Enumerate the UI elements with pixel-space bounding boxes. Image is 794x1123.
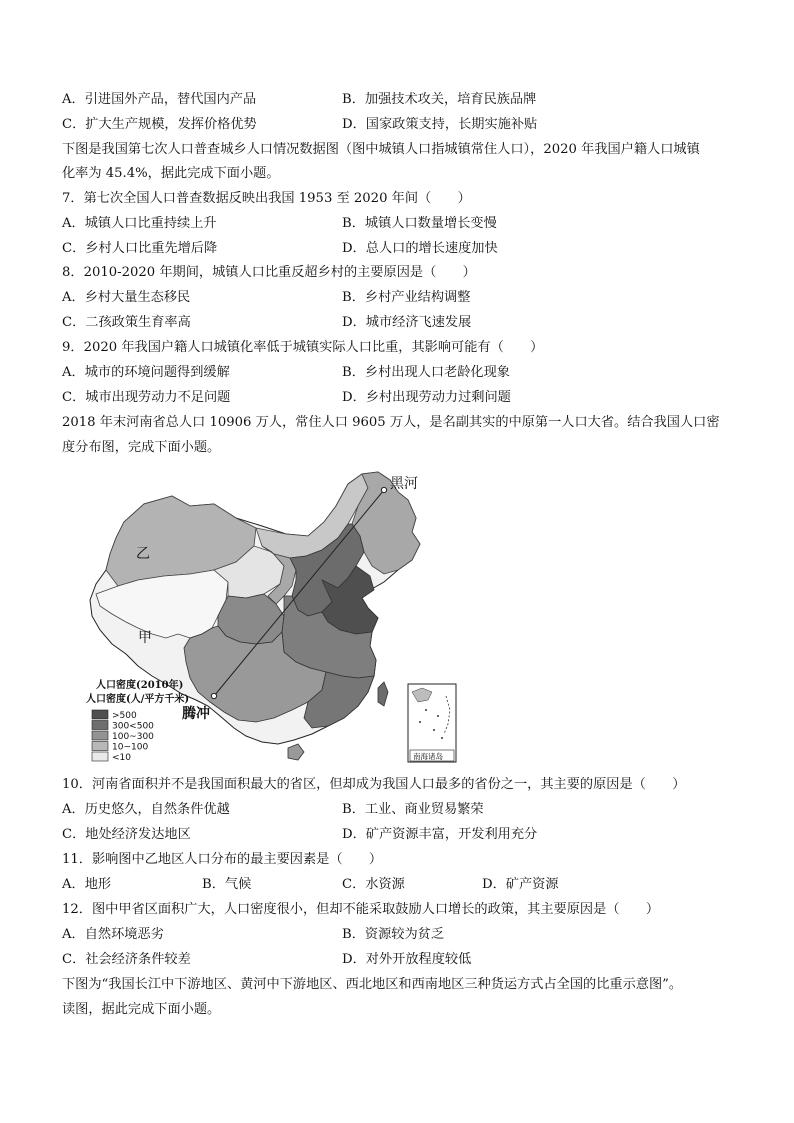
legend-label: >500 (112, 711, 137, 721)
intro3-line1: 下图为“我国长江中下游地区、黄河中下游地区、西北地区和西南地区三种货运方式占全国的比重示意图”。 (62, 977, 683, 992)
q11-stem: 11．影响图中乙地区人口分布的最主要因素是（ ） (62, 852, 383, 867)
intro1-line1: 下图是我国第七次人口普查城乡人口情况数据图（图中城镇人口指城镇常住人口），2020 年我国户籍人口城镇 (62, 142, 700, 157)
q8-option-a: A．乡村大量生态移民 (62, 290, 191, 305)
q7-options-row-1 (62, 214, 742, 234)
q9-option-a: A．城市的环境问题得到缓解 (62, 365, 230, 380)
q10-options-row-2 (62, 825, 742, 845)
q9-option-c: C．城市出现劳动力不足问题 (62, 390, 231, 405)
q12-option-a: A．自然环境恶劣 (62, 927, 164, 942)
q7-option-c: C．乡村人口比重先增后降 (62, 241, 218, 256)
q10-options-row-1 (62, 800, 742, 820)
q10-option-a: A．历史悠久，自然条件优越 (62, 802, 230, 817)
label-heihe: 黑河 (390, 476, 418, 492)
q8-option-c: C．二孩政策生育率高 (62, 315, 191, 330)
intro2-line1: 2018 年末河南省总人口 10906 万人，常住人口 9605 万人，是名副其实的中原第一人口大省。结合我国人口密 (62, 415, 720, 430)
q12-stem: 12．图中甲省区面积广大，人口密度很小，但却不能采取鼓励人口增长的政策，其主要原因是（ ） (62, 902, 660, 917)
legend-title-2: 人口密度(人/平方千米) (86, 694, 190, 705)
legend-swatch (92, 752, 108, 761)
q9-options-row-2 (62, 388, 742, 408)
label-yi: 乙 (136, 546, 150, 562)
q6-option-b: B．加强技术攻关，培育民族品牌 (342, 92, 537, 107)
region-taiwan (378, 682, 388, 706)
q6-option-d: D．国家政策支持，长期实施补贴 (342, 117, 538, 132)
legend-label: 10~100 (112, 742, 149, 753)
q11-options-row (62, 875, 742, 895)
q10-option-d: D．矿产资源丰富，开发利用充分 (342, 827, 538, 842)
south-china-sea-inset (408, 684, 456, 762)
q6-options-row-2 (62, 115, 742, 135)
q7-stem: 7．第七次全国人口普查数据反映出我国 1953 至 2020 年间（ ） (62, 191, 471, 206)
q7-options-row-2 (62, 239, 742, 259)
legend-swatch (92, 731, 108, 740)
map-legend (86, 678, 189, 763)
legend-swatch (92, 710, 108, 719)
legend-label: <10 (112, 753, 131, 763)
label-jia: 甲 (138, 630, 152, 646)
tengchong-point (211, 693, 216, 698)
q7-option-d: D．总人口的增长速度加快 (342, 241, 498, 256)
label-tengchong: 腾冲 (182, 706, 210, 722)
q12-options-row-2 (62, 950, 742, 970)
intro2-line2: 度分布图，完成下面小题。 (62, 440, 221, 455)
q6-option-a: A．引进国外产品，替代国内产品 (62, 92, 257, 107)
q8-options-row-2 (62, 313, 742, 333)
q12-options-row-1 (62, 925, 742, 945)
q11-option-c: C．水资源 (342, 877, 405, 892)
q11-option-a: A．地形 (62, 877, 112, 892)
legend-swatch (92, 721, 108, 730)
legend-label: 300<500 (112, 721, 154, 732)
q9-stem: 9．2020 年我国户籍人口城镇化率低于城镇实际人口比重，其影响可能有（ ） (62, 340, 544, 355)
intro3-line2: 读图，据此完成下面小题。 (62, 1002, 221, 1017)
q10-option-b: B．工业、商业贸易繁荣 (342, 802, 484, 817)
intro1-line2: 化率为 45.4%，据此完成下面小题。 (62, 166, 280, 181)
region-hainan (288, 744, 304, 760)
q12-option-c: C．社会经济条件较差 (62, 952, 191, 967)
q10-stem: 10．河南省面积并不是我国面积最大的省区，但却成为我国人口最多的省份之一，其主要的原因是（ ） (62, 777, 686, 792)
q6-option-c: C．扩大生产规模，发挥价格优势 (62, 117, 257, 132)
q11-option-d: D．矿产资源 (482, 877, 559, 892)
q8-option-b: B．乡村产业结构调整 (342, 290, 471, 305)
q9-options-row-1 (62, 363, 742, 383)
population-density-map (86, 466, 470, 772)
legend-title-1: 人口密度(2010年) (96, 680, 184, 691)
q8-option-d: D．城市经济飞速发展 (342, 315, 472, 330)
inset-label: 南海诸岛 (413, 752, 443, 761)
q9-option-d: D．乡村出现劳动力过剩问题 (342, 390, 511, 405)
legend-label: 100~300 (112, 732, 154, 742)
q7-option-b: B．城镇人口数量增长变慢 (342, 216, 497, 231)
q8-stem: 8．2010-2020 年期间，城镇人口比重反超乡村的主要原因是（ ） (62, 265, 476, 280)
q6-options-row-1 (62, 90, 742, 110)
q8-options-row-1 (62, 288, 742, 308)
q10-option-c: C．地处经济发达地区 (62, 827, 191, 842)
q7-option-a: A．城镇人口比重持续上升 (62, 216, 217, 231)
q11-option-b: B．气候 (202, 877, 252, 892)
q12-option-d: D．对外开放程度较低 (342, 952, 472, 967)
heihe-point (381, 487, 386, 492)
q9-option-b: B．乡村出现人口老龄化现象 (342, 365, 510, 380)
q12-option-b: B．资源较为贫乏 (342, 927, 445, 942)
legend-swatch (92, 742, 108, 751)
